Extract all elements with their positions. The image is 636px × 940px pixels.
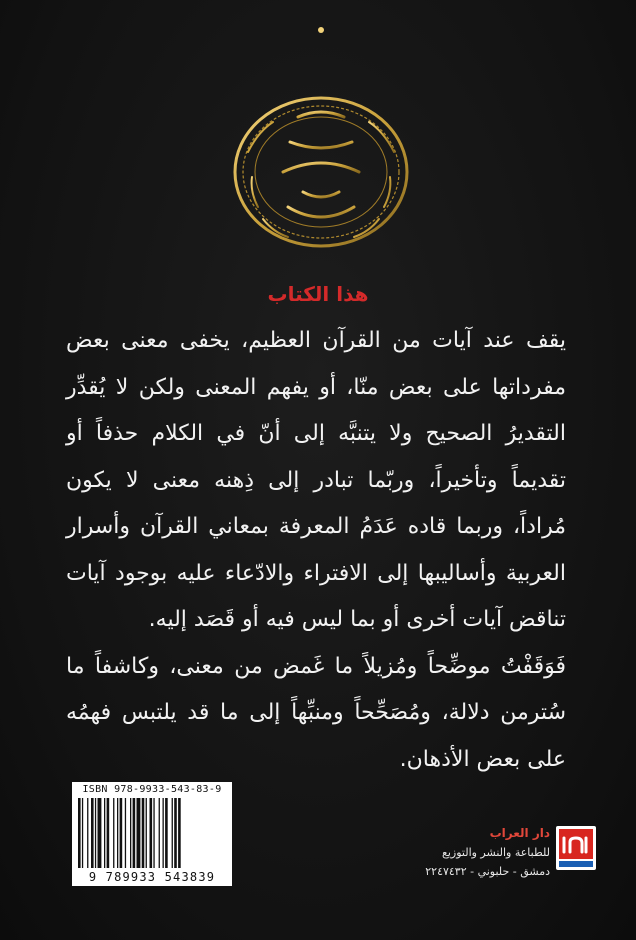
isbn-label: ISBN 978-9933-543-83-9 [82,784,222,795]
barcode-bars-icon [78,798,226,868]
publisher-info [400,826,550,878]
blurb-line: سُترمن دلالة، ومُصَحِّحاً ومنبِّهاً إلى ما قد يلتبس فهمُه [66,700,566,725]
blurb-line: فَوَقَفْتُ موضِّحاً ومُزيلاً ما غَمض من معنى، وكاشفاً ما [66,653,566,679]
blurb-line: على بعض الأذهان. [399,746,566,772]
blurb-line: يقف عند آيات من القرآن العظيم، يخفى معنى بعض [66,328,566,353]
blurb-line: تقديماً وتأخيراً، وربّما تبادر إلى ذِهنه معنى لا يكون [66,467,566,493]
isbn-barcode [72,782,232,886]
publisher-logo-icon [556,826,596,870]
blurb-line: مفرداتها على بعض منّا، أو يفهم المعنى ولكن لا يُقدِّر [66,374,566,400]
blurb-text [66,318,566,783]
blurb-line: التقديرُ الصحيح ولا يتنبَّه إلى أنّ في الكلام حذفاً أو [66,421,566,446]
publisher-address: دمشق - حلبوني - ٢٢٤٧٤٣٢ [425,865,550,878]
publisher-name: دار العراب [489,826,550,840]
section-title: هذا الكتاب [267,282,369,306]
blurb-line: العربية وأساليبها إلى الافتراء والادّعاء عليه بوجود آيات [66,560,566,586]
publisher-tagline: للطباعة والنشر والتوزيع [441,846,550,859]
blurb-line: مُراداً، وربما قاده عَدَمُ المعرفة بمعاني القرآن وأسرار [66,514,566,539]
blurb-line: تناقض آيات أخرى أو بما ليس فيه أو قَصَد إليه. [148,607,566,632]
calligraphy-emblem-icon [228,22,414,250]
barcode-digits: 9 789933 543839 [88,870,216,884]
